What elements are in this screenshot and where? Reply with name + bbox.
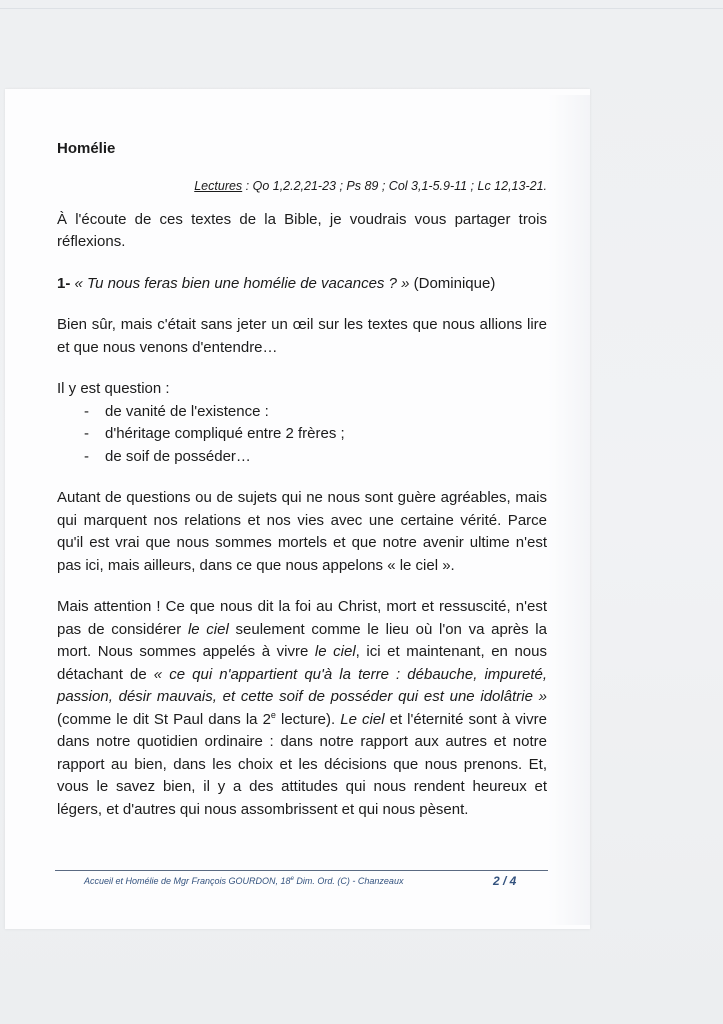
list-intro: Il y est question :: [57, 380, 170, 397]
list-item: - d'héritage compliqué entre 2 frères ;: [84, 425, 345, 442]
section-quote: « Tu nous feras bien une homélie de vacances ? »: [70, 274, 410, 292]
document-body: [57, 138, 547, 821]
readings-reference: [57, 177, 547, 195]
page-footer: [84, 876, 524, 886]
paragraph-1: Bien sûr, mais c'était sans jeter un œil sur les textes que nous allions lire et que nous venons d'entendre…: [57, 316, 547, 356]
footer-divider: [55, 870, 548, 871]
page-edge-shadow: [548, 95, 590, 925]
section-number: 1-: [57, 274, 71, 292]
list-item: - de vanité de l'existence :: [84, 402, 269, 420]
scan-edge-line: [0, 8, 723, 9]
readings-text: : Qo 1,2.2,21-23 ; Ps 89 ; Col 3,1-5.9-11 ; Lc 12,13-21.: [242, 178, 547, 193]
intro-paragraph: À l'écoute de ces textes de la Bible, je voudrais vous partager trois réflexions.: [57, 210, 547, 250]
paragraph-2: Autant de questions ou de sujets qui ne nous sont guère agréables, mais qui marquent nos relations et nos vies avec une certaine vérité. Parce qu'il est vrai que nous sommes mortels et que notre avenir ultime n'est pas ici, mais ailleurs, dans ce que nous appelons « le ciel ».: [57, 489, 547, 574]
paragraph-3: Mais attention ! Ce que nous dit la foi au Christ, mort et ressuscité, n'est pas de considérer le ciel seulement comme le lieu où l'on va après la mort. Nous sommes appelés à vivre le ciel, ici et maintenant, en nous détachant de « ce qui n'appartient qu'à la terre : débauche, impureté, passion, désir mauvais, et cette soif de posséder qui est une idolâtrie » (comme le dit St Paul dans la 2e lecture). Le ciel et l'éternité sont à vivre dans notre quotidien ordinaire : dans notre rapport aux autres et notre rapport au bien, dans les choix et les décisions que nous prenons. Et, vous le savez bien, il y a des attitudes qui nous rendent heureux et légers, et d'autres qui nous assombrissent et qui nous pèsent.: [57, 598, 547, 818]
footer-text: Accueil et Homélie de Mgr François GOURDON, 18e Dim. Ord. (C) - Chanzeaux: [84, 876, 404, 886]
page-number: 2 / 4: [493, 874, 517, 888]
readings-label: Lectures: [194, 178, 243, 193]
section-heading-1: [57, 273, 547, 296]
document-title: Homélie: [57, 140, 116, 157]
list-item: - de soif de posséder…: [84, 447, 251, 465]
section-attribution: (Dominique): [409, 274, 496, 292]
topics-list: [57, 401, 547, 469]
